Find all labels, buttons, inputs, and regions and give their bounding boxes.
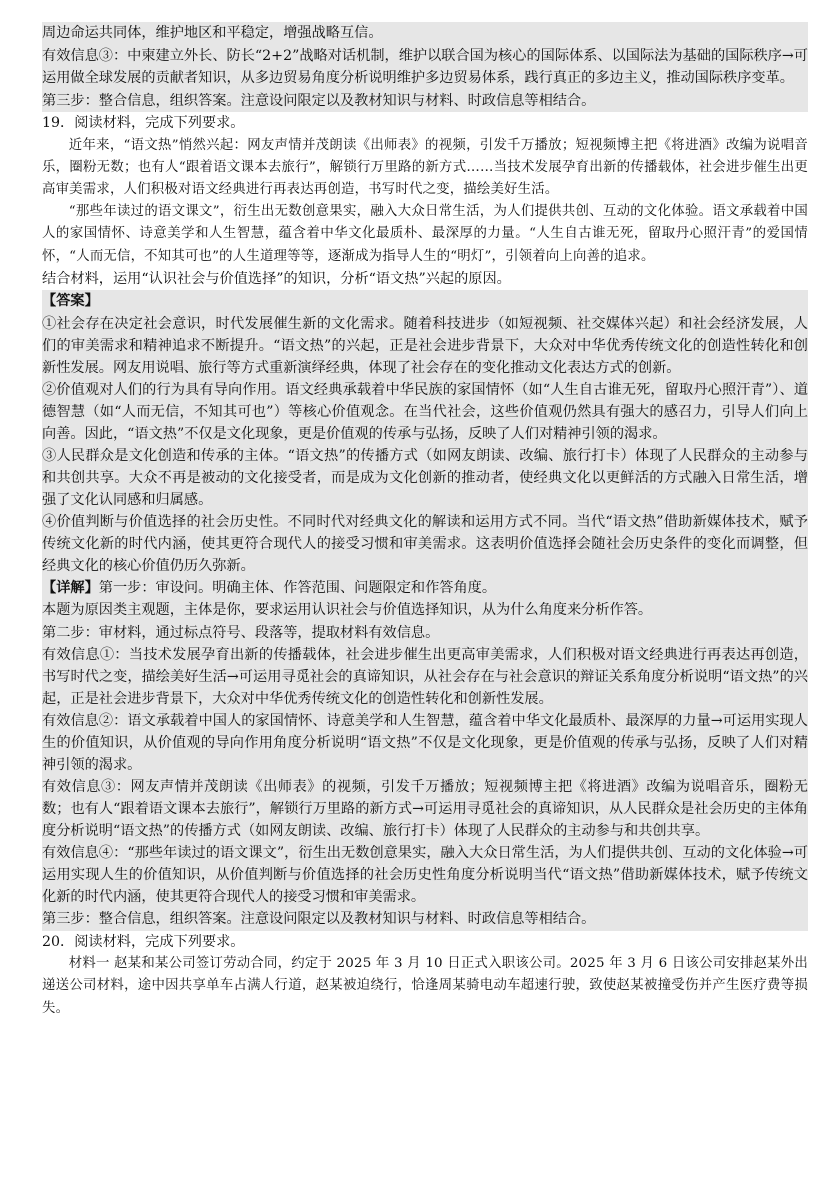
q19-header: 19．阅读材料，完成下列要求。 [42,115,245,131]
detail-step1-line [42,577,808,600]
answer-item-3: ③人民群众是文化创造和传承的主体。“语文热”的传播方式（如网友朗读、改编、旅行打卡）体现了人民群众的主动参与和共创共享。大众不再是被动的文化接受者，而是成为文化创新的推动者，使经典文化以更鲜活的方式融入日常生活，增强了文化认同感和归属感。 [42,447,808,508]
effective-info-3: 有效信息③：网友声情并茂朗读《出师表》的视频，引发千万播放；短视频博主把《将进酒》改编为说唱音乐，圈粉无数；也有人“跟着语文课本去旅行”，解锁行万里路的新方式→可运用寻觅社会的真谛知识，从人民群众是社会历史的主体角度分析说明“语文热”的传播方式（如网友朗读、改编、旅行打卡）体现了人民群众的主动参与和共创共享。 [42,779,808,840]
q19-material-p1: 近年来，“语文热”悄然兴起：网友声情并茂朗读《出师表》的视频，引发千万播放；短视频博主把《将进酒》改编为说唱音乐，圈粉无数；也有人“跟着语文课本去旅行”，解锁行万里路的新方式……当技术发展孕育出新的传播载体，社会进步催生出更高审美需求，人们积极对语文经典进行再表达再创造，书写时代之变，描绘美好生活。 [42,137,808,197]
q19-answer-block [42,290,808,931]
q18-tail-block [42,22,808,112]
q20-material-p1: 材料一 赵某和某公司签订劳动合同，约定于 2025 年 3 月 10 日正式入职该公司。2025 年 3 月 6 日该公司安排赵某外出递送公司材料，途中因共享单车占满人行道，赵某被迫绕行，恰逢周某骑电动车超速行驶，致使赵某被撞受伤并产生医疗费等损失。 [42,956,808,1016]
effective-info-1: 有效信息①：当技术发展孕育出新的传播载体，社会进步催生出更高审美需求，人们积极对语文经典进行再表达再创造，书写时代之变，描绘美好生活→可运用寻觅社会的真谛知识，从社会存在与社会意识的辩证关系角度分析说明“语文热”的兴起，正是社会进步背景下，大众对中华优秀传统文化的创造性转化和创新性发展。 [42,647,808,708]
q18-info3: 有效信息③：中柬建立外长、防长“2+2”战略对话机制，维护以联合国为核心的国际体系、以国际法为基础的国际秩序→可运用做全球发展的贡献者知识，从多边贸易角度分析说明维护多边贸易体系，践行真正的多边主义，推动国际秩序变革。 [42,47,808,86]
answer-item-1: ①社会存在决定社会意识，时代发展催生新的文化需求。随着科技进步（如短视频、社交媒体兴起）和社会经济发展，人们的审美需求和精神追求不断提升。“语文热”的兴起，正是社会进步背景下，大众对中华优秀传统文化的创造性转化和创新性发展。网友用说唱、旅行等方式重新演绎经典，体现了社会存在的变化推动文化表达方式的创新。 [42,315,808,376]
detail-step1: 第一步：审设问。明确主体、作答范围、问题限定和作答角度。 [98,579,497,596]
detail-label: 【详解】 [42,579,99,596]
answer-item-2: ②价值观对人们的行为具有导向作用。语文经典承载着中华民族的家国情怀（如“人生自古谁无死，留取丹心照汗青”）、道德智慧（如“人而无信，不知其可也”）等核心价值观念。在当代社会，这些价值观仍然具有强大的感召力，引导人们向上向善。因此，“语文热”不仅是文化现象，更是价值观的传承与弘扬，反映了人们对精神引领的渴求。 [42,381,808,442]
q19-material-p2: “那些年读过的语文课文”，衍生出无数创意果实，融入大众日常生活，为人们提供共创、互动的文化体验。语文承载着中国人的家国情怀、诗意美学和人生智慧，蕴含着中华文化最质朴、最深厚的力量。“人生自古谁无死，留取丹心照汗青”的爱国情怀，“人而无信，不知其可也”的人生道理等等，逐渐成为指导人生的“明灯”，引领着向上向善的追求。 [42,204,808,264]
detail-step1-body: 本题为原因类主观题，主体是你，要求运用认识社会与价值选择知识，从为什么角度来分析作答。 [42,602,653,619]
answer-item-4: ④价值判断与价值选择的社会历史性。不同时代对经典文化的解读和运用方式不同。当代“语文热”借助新媒体技术，赋予传统文化新的时代内涵，使其更符合现代人的接受习惯和审美需求。这表明价值选择会随社会历史条件的变化而调整，但经典文化的核心价值仍历久弥新。 [42,513,808,574]
detail-step2: 第二步：审材料，通过标点符号、段落等，提取材料有效信息。 [42,624,440,641]
effective-info-4: 有效信息④：“那些年读过的语文课文”，衍生出无数创意果实，融入大众日常生活，为人们提供共创、互动的文化体验→可运用实现人生的价值知识，从价值判断与价值选择的社会历史性角度分析说明当代“语文热”借助新媒体技术，赋予传统文化新的时代内涵，使其更符合现代人的接受习惯和审美需求。 [42,845,808,906]
effective-info-2: 有效信息②：语文承载着中国人的家国情怀、诗意美学和人生智慧，蕴含着中华文化最质朴、最深厚的力量→可运用实现人生的价值知识，从价值观的导向作用角度分析说明“语文热”不仅是文化现象，更是价值观的传承与弘扬，反映了人们对精神引领的渴求。 [42,713,808,774]
answer-label: 【答案】 [42,293,99,310]
q20-header: 20．阅读材料，完成下列要求。 [42,933,245,950]
q18-line-top: 周边命运共同体，维护地区和平稳定，增强战略互信。 [42,25,383,41]
q19-question: 结合材料，运用“认识社会与价值选择”的知识，分析“语文热”兴起的原因。 [42,270,511,287]
document-page [42,22,808,1020]
q18-step3: 第三步：整合信息，组织答案。注意设问限定以及教材知识与材料、时政信息等相结合。 [42,92,596,109]
q19-step3: 第三步：整合信息，组织答案。注意设问限定以及教材知识与材料、时政信息等相结合。 [42,911,596,928]
